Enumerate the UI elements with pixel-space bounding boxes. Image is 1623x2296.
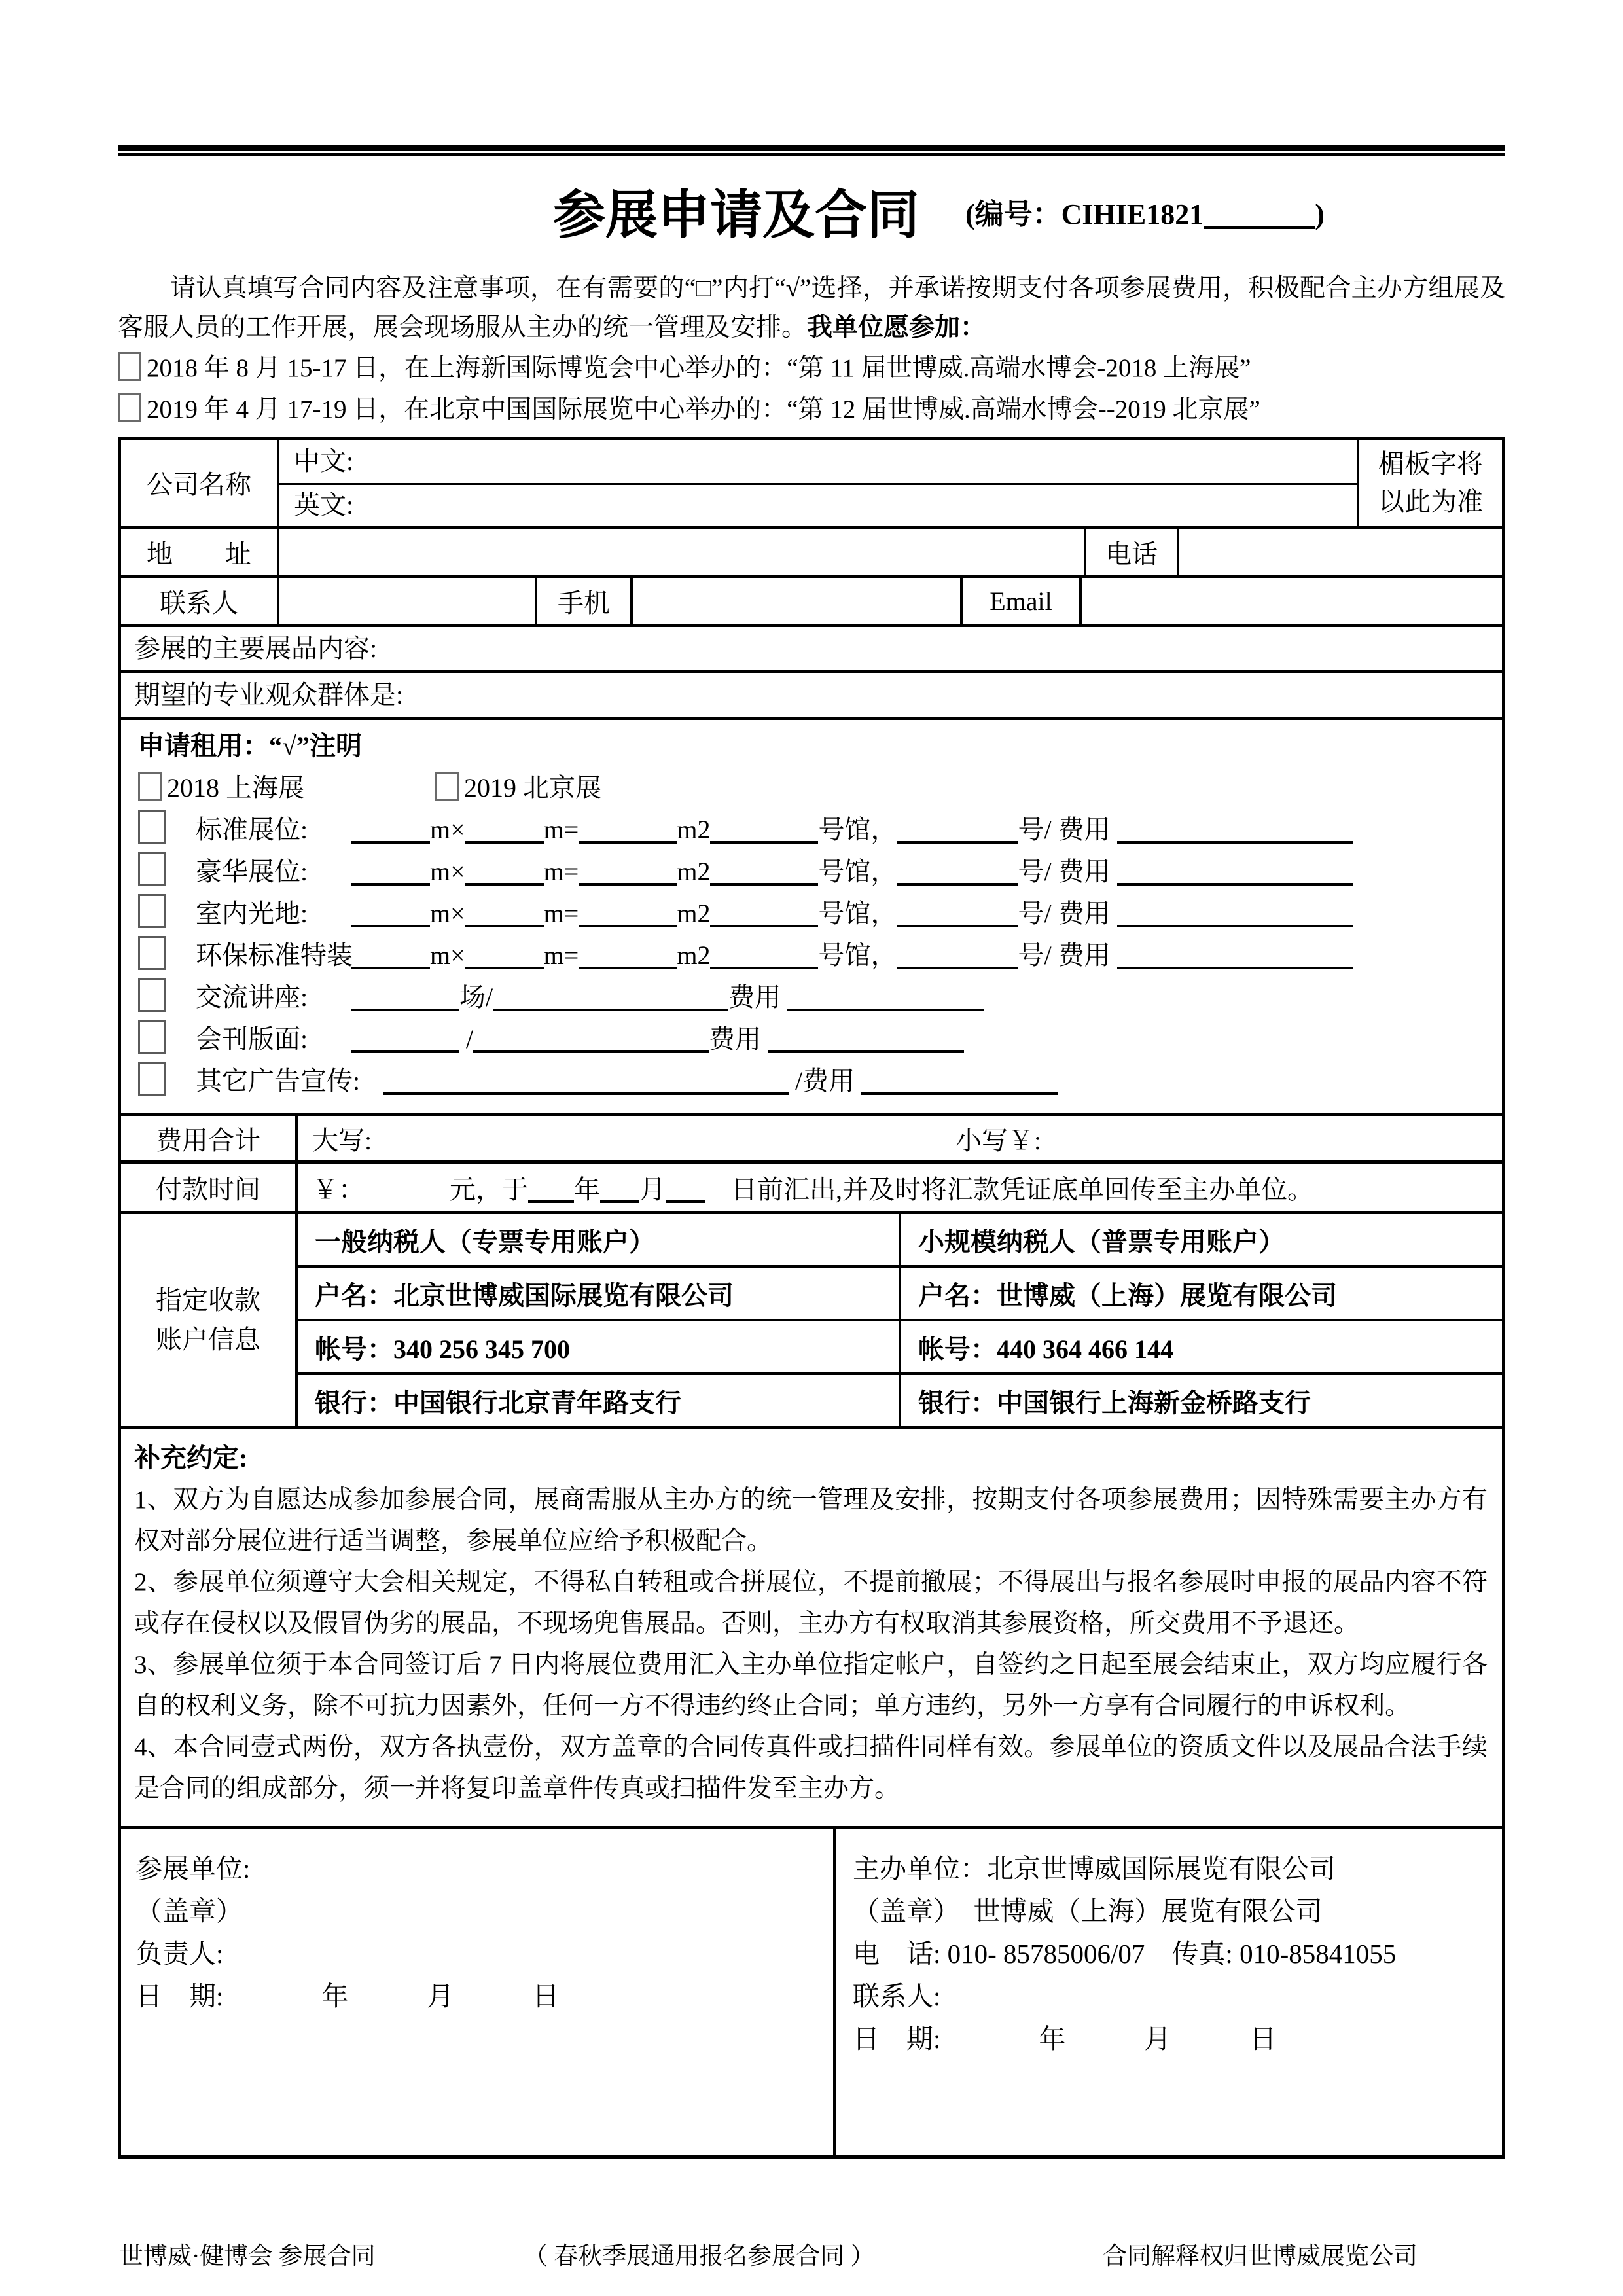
organizer-contact-line[interactable]: [853, 1975, 1502, 2018]
deluxe-booth-label: 豪华展位:: [196, 857, 308, 886]
booth-number-field[interactable]: [897, 854, 1018, 886]
rental-row-other-ad: [138, 1060, 1353, 1102]
contact-label: 联系人: [121, 578, 279, 624]
general-account-name: 户名：北京世博威国际展览有限公司: [298, 1268, 901, 1319]
participation-option-2018-label: 2018 年 8 月 15-17 日，在上海新国际博览会中心举办的：“第 11 届世博威.高端水博会-2018 上海展”: [147, 354, 1251, 382]
hall-number-field[interactable]: [710, 938, 818, 969]
lecture-topic-field[interactable]: [493, 980, 728, 1011]
address-label: 地 址: [121, 529, 279, 575]
depth-field[interactable]: [465, 896, 544, 927]
intro-paragraph: [118, 269, 1505, 348]
participation-option-2019-label: 2019 年 4 月 17-19 日，在北京中国国际展览中心举办的：“第 12 届世博威.高端水博会--2019 北京展”: [147, 395, 1260, 423]
signature-table: [118, 1829, 1505, 2159]
top-double-rule: [118, 145, 1505, 156]
fee-field[interactable]: [1117, 812, 1353, 844]
fee-total-row: [121, 1113, 1502, 1160]
area-field[interactable]: [579, 854, 677, 886]
mobile-label: 手机: [535, 578, 633, 624]
products-field[interactable]: [121, 627, 1502, 670]
unit-booth-fee: 号/ 费用: [1018, 815, 1111, 844]
unit-m2: m2: [677, 941, 711, 970]
contract-code-blank-field[interactable]: [1204, 197, 1315, 229]
payment-fields: [298, 1164, 1502, 1211]
intro-emphasis: 我单位愿参加：: [807, 314, 986, 342]
page-content: [118, 0, 1505, 2269]
other-ad-detail-field[interactable]: [383, 1064, 789, 1095]
width-field[interactable]: [351, 812, 430, 844]
exhibitor-signature-cell: [121, 1829, 836, 2155]
other-ad-fee-field[interactable]: [861, 1064, 1058, 1095]
rental-option-2018-label: 2018 上海展: [167, 773, 304, 802]
payment-day-field[interactable]: [666, 1172, 705, 1203]
fee-total-daxie-label: 大写:: [312, 1125, 372, 1155]
rental-header: 申请租用：“√”注明: [138, 731, 362, 761]
term-item-4: 4、本合同壹式两份，双方各执壹份，双方盖章的合同传真件或扫描件同样有效。参展单位的资质文件以及展品合法手续是合同的组成部分，须一并将复印盖章件传真或扫描件发至主办方。: [134, 1733, 1488, 1803]
eco-custom-label: 环保标准特装: [196, 941, 353, 970]
booth-number-field[interactable]: [897, 896, 1018, 927]
exhibitor-manager-line[interactable]: [135, 1933, 833, 1975]
checkbox-eco-custom[interactable]: [138, 936, 166, 970]
page-title: 参展申请及合同: [553, 187, 919, 245]
standard-booth-label: 标准展位:: [196, 815, 308, 844]
hall-number-field[interactable]: [710, 854, 818, 886]
account-label-line1: 指定收款: [156, 1285, 260, 1315]
unit-mx: m×: [430, 941, 465, 970]
rental-row-eco-custom: [138, 935, 1353, 977]
contract-code: [965, 190, 1325, 232]
rental-show-options: [138, 767, 1353, 809]
checkbox-rental-2019-beijing[interactable]: [435, 772, 459, 801]
payment-year-label: 年: [574, 1174, 600, 1204]
unit-booth-fee: 号/ 费用: [1018, 857, 1111, 886]
journal-detail-field[interactable]: [473, 1022, 709, 1053]
hall-number-field[interactable]: [710, 896, 818, 927]
small-taxpayer-header: 小规模纳税人（普票专用账户）: [918, 1227, 1285, 1257]
participation-option-2019: [118, 389, 1505, 430]
exhibitor-unit-label: 参展单位:: [135, 1854, 251, 1884]
checkbox-2019-beijing-show[interactable]: [118, 393, 141, 422]
footer-middle: （ 春秋季展通用报名参展合同 ）: [524, 2243, 875, 2270]
organizer-date-line[interactable]: [853, 2018, 1502, 2060]
unit-hall: 号馆，: [818, 941, 897, 970]
company-name-fields: [279, 440, 1357, 526]
organizer-date-label: 日 期:: [853, 2024, 941, 2054]
organizer-seal-line: （盖章） 世博威（上海）展览有限公司: [853, 1896, 1323, 1926]
organizer-signature-cell: [836, 1829, 1502, 2155]
checkbox-lecture[interactable]: [138, 978, 166, 1012]
area-field[interactable]: [579, 938, 677, 969]
rental-option-2019-label: 2019 北京展: [464, 773, 601, 802]
checkbox-2018-shanghai-show[interactable]: [118, 352, 141, 381]
checkbox-other-ad[interactable]: [138, 1062, 166, 1096]
unit-meq: m=: [543, 941, 579, 970]
exhibitor-date-line[interactable]: [135, 1975, 833, 2018]
journal-slash: /: [466, 1024, 474, 1054]
email-label: Email: [960, 578, 1082, 624]
email-field[interactable]: [1082, 578, 1502, 624]
phone-field[interactable]: [1179, 529, 1502, 575]
products-row: [121, 624, 1502, 670]
booth-number-field[interactable]: [897, 938, 1018, 969]
contract-table: [118, 437, 1505, 1829]
journal-fee-label: 费用: [709, 1024, 762, 1054]
footer-right: 合同解释权归世博威展览公司: [1103, 2243, 1418, 2270]
rental-section-row: [121, 717, 1502, 1113]
company-name-cn-label: 中文:: [294, 446, 354, 476]
intro-body: 请认真填写合同内容及注意事项，在有需要的“□”内打“√”选择，并承诺按期支付各项参展费用，积极配合主办方组展及客服人员的工作开展，展会现场服从主办的统一管理及安排。: [118, 274, 1505, 342]
audience-row: [121, 670, 1502, 717]
depth-field[interactable]: [465, 938, 544, 969]
fascia-note-line2: 以此为准: [1378, 486, 1483, 516]
depth-field[interactable]: [465, 812, 544, 844]
phone-label: 电话: [1084, 529, 1179, 575]
journal-fee-field[interactable]: [768, 1022, 964, 1053]
address-row: [121, 526, 1502, 575]
account-section-label: [121, 1214, 298, 1426]
address-field[interactable]: [279, 529, 1084, 575]
rental-section: [121, 720, 1363, 1113]
company-name-cn-field[interactable]: [279, 440, 1357, 485]
account-rows: [298, 1214, 1502, 1426]
exhibitor-date-label: 日 期:: [135, 1981, 224, 2011]
fee-field[interactable]: [1117, 938, 1353, 969]
lecture-unit: 场/: [459, 982, 493, 1012]
terms-header: 补充约定:: [134, 1443, 248, 1473]
checkbox-journal[interactable]: [138, 1020, 166, 1054]
exhibitor-year-label: 年: [321, 1981, 349, 2011]
other-ad-fee-label: /费用: [795, 1066, 855, 1096]
fee-total-xiaoxie-label: 小写￥:: [955, 1125, 1042, 1155]
rental-row-deluxe-booth: [138, 851, 1353, 893]
unit-mx: m×: [430, 815, 465, 844]
unit-meq: m=: [543, 857, 579, 886]
payment-year-field[interactable]: [528, 1172, 574, 1203]
payment-yuan-label: 元，于: [450, 1174, 528, 1204]
organizer-month-label: 月: [1144, 2024, 1171, 2054]
term-item-2: 2、参展单位须遵守大会相关规定，不得私自转租或合拼展位，不提前撤展；不得展出与报名参展时申报的展品内容不符或存在侵权以及假冒伪劣的展品，不现场兜售展品。否则，主办方有权取消其参展资格，所交费用不予退还。: [134, 1568, 1488, 1638]
area-field[interactable]: [579, 812, 677, 844]
unit-meq: m=: [543, 899, 579, 928]
contact-row: [121, 575, 1502, 624]
small-account-name: 户名：世博威（上海）展览有限公司: [918, 1280, 1337, 1310]
general-account-number: 帐号：340 256 345 700: [298, 1321, 901, 1372]
exhibitor-day-label: 日: [532, 1981, 560, 2011]
rental-row-standard-booth: [138, 809, 1353, 851]
account-section-row: [121, 1211, 1502, 1426]
page-footer: [118, 2236, 1505, 2269]
unit-hall: 号馆，: [818, 899, 897, 928]
other-ad-label: 其它广告宣传:: [196, 1066, 361, 1096]
account-label-line2: 账户信息: [156, 1325, 260, 1354]
organizer-contact-label: 联系人:: [853, 1981, 941, 2011]
payment-yen-label: ￥：: [312, 1174, 365, 1204]
general-taxpayer-header: 一般纳税人（专票专用账户）: [298, 1214, 901, 1265]
small-account-bank: 银行：中国银行上海新金桥路支行: [918, 1388, 1311, 1418]
title-line: [118, 173, 1505, 248]
organizer-day-label: 日: [1249, 2024, 1277, 2054]
organizer-phone-line: 电 话: 010- 85785006/07 传真: 010-85841055: [853, 1939, 1397, 1969]
width-field[interactable]: [351, 896, 430, 927]
unit-m2: m2: [677, 857, 711, 886]
booth-number-field[interactable]: [897, 812, 1018, 844]
audience-label: 期望的专业观众群体是:: [134, 680, 404, 709]
unit-hall: 号馆，: [818, 857, 897, 886]
depth-field[interactable]: [465, 854, 544, 886]
term-item-3: 3、参展单位须于本合同签订后 7 日内将展位费用汇入主办单位指定帐户，自签约之日起至展会结束止，双方均应履行各自的权利义务，除不可抗力因素外，任何一方不得违约终止合同；单方违约，另外一方享有合同履行的申诉权利。: [134, 1651, 1488, 1720]
checkbox-rental-2018-shanghai[interactable]: [138, 772, 162, 801]
fee-total-fields[interactable]: [298, 1116, 1502, 1160]
account-name-row: [298, 1265, 1502, 1319]
unit-m2: m2: [677, 815, 711, 844]
account-header-row: [298, 1214, 1502, 1265]
general-account-bank: 银行：中国银行北京青年路支行: [298, 1375, 901, 1426]
unit-booth-fee: 号/ 费用: [1018, 899, 1111, 928]
exhibitor-manager-label: 负责人:: [135, 1939, 224, 1969]
payment-tail: 日前汇出,并及时将汇款凭证底单回传至主办单位。: [731, 1174, 1313, 1204]
checkbox-raw-space[interactable]: [138, 894, 166, 928]
products-label: 参展的主要展品内容:: [134, 634, 378, 663]
width-field[interactable]: [351, 854, 430, 886]
rental-row-lecture: [138, 977, 1353, 1018]
footer-left: 世博威·健博会 参展合同: [119, 2243, 376, 2270]
contact-field[interactable]: [279, 578, 535, 624]
fascia-note: [1357, 440, 1502, 526]
exhibitor-unit-line[interactable]: [135, 1848, 833, 1890]
exhibitor-seal-label: （盖章）: [135, 1896, 243, 1926]
account-bank-row: [298, 1372, 1502, 1426]
organizer-year-label: 年: [1039, 2024, 1066, 2054]
payment-month-field[interactable]: [600, 1172, 639, 1203]
unit-hall: 号馆，: [818, 815, 897, 844]
mobile-field[interactable]: [633, 578, 960, 624]
width-field[interactable]: [351, 938, 430, 969]
area-field[interactable]: [579, 896, 677, 927]
company-name-en-field[interactable]: [279, 485, 1357, 526]
small-account-number: 帐号：440 364 466 144: [918, 1334, 1173, 1364]
audience-field[interactable]: [121, 673, 1502, 717]
journal-page-field[interactable]: [351, 1022, 459, 1053]
terms-row: [121, 1426, 1502, 1826]
unit-meq: m=: [543, 815, 579, 844]
checkbox-standard-booth[interactable]: [138, 810, 166, 844]
company-name-en-label: 英文:: [294, 490, 354, 520]
fee-field[interactable]: [1117, 854, 1353, 886]
organizer-unit-line: 主办单位：北京世博威国际展览有限公司: [853, 1854, 1336, 1884]
fee-field[interactable]: [1117, 896, 1353, 927]
payment-row: [121, 1160, 1502, 1211]
unit-booth-fee: 号/ 费用: [1018, 941, 1111, 970]
lecture-fee-label: 费用: [728, 982, 781, 1012]
rental-row-raw-space: [138, 893, 1353, 935]
unit-mx: m×: [430, 857, 465, 886]
lecture-fee-field[interactable]: [787, 980, 984, 1011]
term-item-1: 1、双方为自愿达成参加参展合同，展商需服从主办方的统一管理及安排，按期支付各项参展费用；因特殊需要主办方有权对部分展位进行适当调整，参展单位应给予积极配合。: [134, 1486, 1488, 1555]
account-number-row: [298, 1319, 1502, 1372]
fee-total-label: 费用合计: [121, 1116, 298, 1160]
lecture-label: 交流讲座:: [196, 982, 308, 1012]
hall-number-field[interactable]: [710, 812, 818, 844]
lecture-count-field[interactable]: [351, 980, 459, 1011]
exhibitor-seal-line: [135, 1890, 833, 1933]
unit-m2: m2: [677, 899, 711, 928]
checkbox-deluxe-booth[interactable]: [138, 852, 166, 886]
contract-code-suffix: ): [1315, 198, 1325, 230]
company-name-row: [121, 440, 1502, 526]
rental-row-journal: [138, 1018, 1353, 1060]
journal-label: 会刊版面:: [196, 1024, 308, 1054]
exhibitor-month-label: 月: [427, 1981, 454, 2011]
company-name-label: 公司名称: [121, 440, 279, 526]
unit-mx: m×: [430, 899, 465, 928]
contract-code-prefix: (编号：CIHIE1821: [965, 198, 1204, 230]
participation-option-2018: [118, 348, 1505, 389]
terms-section: [121, 1429, 1502, 1826]
payment-month-label: 月: [639, 1174, 666, 1204]
raw-space-label: 室内光地:: [196, 899, 308, 928]
fascia-note-line1: 楣板字将: [1378, 448, 1483, 478]
payment-label: 付款时间: [121, 1164, 298, 1211]
